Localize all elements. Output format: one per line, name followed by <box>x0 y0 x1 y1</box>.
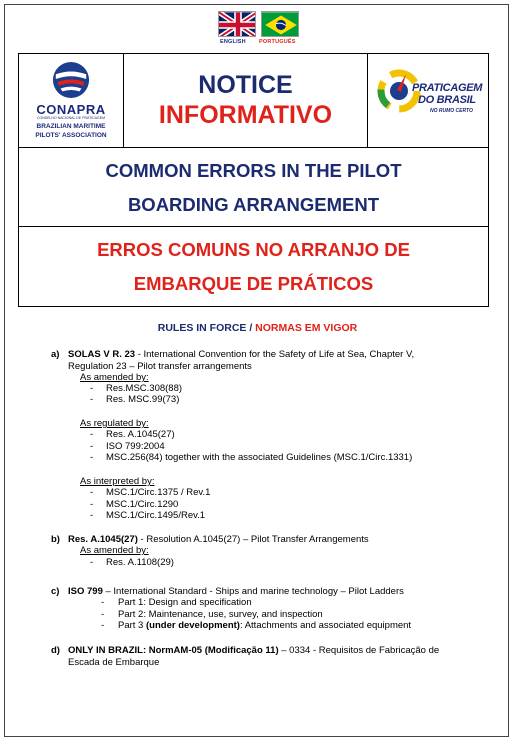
item-a-letter: a) <box>51 349 60 360</box>
item-d-letter: d) <box>51 645 60 656</box>
title-portuguese-line1: ERROS COMUNS NO ARRANJO DE <box>97 239 410 260</box>
item-c-part3-post: : Attachments and associated equipment <box>239 620 412 631</box>
item-c-part-dash-1: - <box>101 597 105 608</box>
item-c-title: ISO 799 <box>68 586 103 597</box>
item-a-amended-label: As amended by: <box>80 372 149 383</box>
title-english-line2: BOARDING ARRANGEMENT <box>127 194 380 215</box>
item-a-interpreted-dash-1: - <box>90 487 94 498</box>
item-d-desc: – 0334 - Requisitos de Fabricação de <box>278 645 440 656</box>
rules-heading-slash: / <box>246 322 256 334</box>
conapra-council-text: CONSELHO NACIONAL DE PRATICAGEM <box>36 116 106 120</box>
praticagem-name-line1: PRATICAGEM <box>412 82 483 94</box>
item-c-letter: c) <box>51 586 60 597</box>
item-c-part-dash-2: - <box>101 609 105 620</box>
portuguese-title-row <box>19 227 488 306</box>
item-b-desc: - Resolution A.1045(27) – Pilot Transfer Arrangements <box>137 534 369 545</box>
item-a-amended-dash-1: - <box>90 383 94 394</box>
item-b-letter: b) <box>51 534 60 545</box>
rules-heading-en: RULES IN FORCE <box>157 322 247 334</box>
item-a-line1 <box>68 349 414 361</box>
praticagem-logo-cell <box>367 54 489 147</box>
item-a-interpreted-dash-2: - <box>90 499 94 510</box>
item-a-amended-1: Res.MSC.308(88) <box>106 383 183 394</box>
item-a-regulated-dash-1: - <box>90 429 94 440</box>
conapra-logo-cell <box>19 54 124 147</box>
item-b-amended-1: Res. A.1108(29) <box>106 557 174 568</box>
item-a-amended-dash-2: - <box>90 394 94 405</box>
item-c-desc: – International Standard - Ships and marine technology – Pilot Ladders <box>102 586 404 597</box>
title-english-line1: COMMON ERRORS IN THE PILOT <box>105 160 402 181</box>
item-a-regulated-2: ISO 799:2004 <box>106 441 165 452</box>
conapra-globe-icon <box>52 61 90 99</box>
item-a-interpreted-2: MSC.1/Circ.1290 <box>106 499 179 510</box>
item-a-regulated-1: Res. A.1045(27) <box>106 429 175 440</box>
item-b-amended-dash-1: - <box>90 557 94 568</box>
item-a-regulated-dash-2: - <box>90 441 94 452</box>
english-label[interactable]: ENGLISH <box>220 39 246 45</box>
rules-heading <box>0 322 515 334</box>
brazil-flag-icon[interactable] <box>261 11 299 37</box>
item-c-line1 <box>68 586 404 598</box>
item-b-title: Res. A.1045(27) <box>68 534 138 545</box>
conapra-subtitle-2: PILOTS' ASSOCIATION <box>35 132 107 139</box>
item-a-title: SOLAS V R. 23 <box>68 349 136 360</box>
english-title-row <box>19 148 488 227</box>
item-c-part3-pre: Part 3 <box>118 620 146 631</box>
conapra-subtitle-1: BRAZILIAN MARITIME <box>36 123 106 130</box>
header-top-row <box>19 54 488 148</box>
item-a-amended-2: Res. MSC.99(73) <box>106 394 180 405</box>
item-c-part-dash-3: - <box>101 620 105 631</box>
item-a-regulated-dash-3: - <box>90 452 94 463</box>
item-c-part-2: Part 2: Maintenance, use, survey, and inspection <box>118 609 323 620</box>
informativo-title: INFORMATIVO <box>158 101 333 129</box>
item-a-interpreted-3: MSC.1/Circ.1495/Rev.1 <box>106 510 206 521</box>
item-d-title: ONLY IN BRAZIL: NormAM-05 (Modificação 11) <box>68 645 279 656</box>
header-box <box>18 53 489 307</box>
item-a-interpreted-1: MSC.1/Circ.1375 / Rev.1 <box>106 487 211 498</box>
notice-title: NOTICE <box>198 71 293 99</box>
item-a-interpreted-label: As interpreted by: <box>80 476 155 487</box>
item-c-part-3 <box>118 620 411 632</box>
item-d-line1 <box>68 645 439 657</box>
praticagem-name-line2: DO BRASIL <box>418 94 476 106</box>
praticagem-tagline: NO RUMO CERTO <box>430 108 473 114</box>
item-a-regulated-label: As regulated by: <box>80 418 149 429</box>
item-a-regulated-3: MSC.256(84) together with the associated Guidelines (MSC.1/Circ.1331) <box>106 452 413 463</box>
item-a-interpreted-dash-3: - <box>90 510 94 521</box>
item-b-line1 <box>68 534 369 546</box>
item-c-part-1: Part 1: Design and specification <box>118 597 252 608</box>
rules-heading-pt: NORMAS EM VIGOR <box>255 322 358 334</box>
uk-flag-icon[interactable] <box>218 11 256 37</box>
item-a-desc2: Regulation 23 – Pilot transfer arrangements <box>68 361 252 372</box>
portuguese-label[interactable]: PORTUGUÊS <box>259 39 296 45</box>
item-c-part3-bold: (under development) <box>146 620 240 631</box>
conapra-name: CONAPRA <box>36 102 106 117</box>
title-portuguese-line2: EMBARQUE DE PRÁTICOS <box>133 273 374 294</box>
item-d-desc2: Escada de Embarque <box>68 657 160 668</box>
language-flags <box>218 11 308 47</box>
item-a-desc: - International Convention for the Safety of Life at Sea, Chapter V, <box>135 349 415 360</box>
item-b-amended-label: As amended by: <box>80 545 149 556</box>
